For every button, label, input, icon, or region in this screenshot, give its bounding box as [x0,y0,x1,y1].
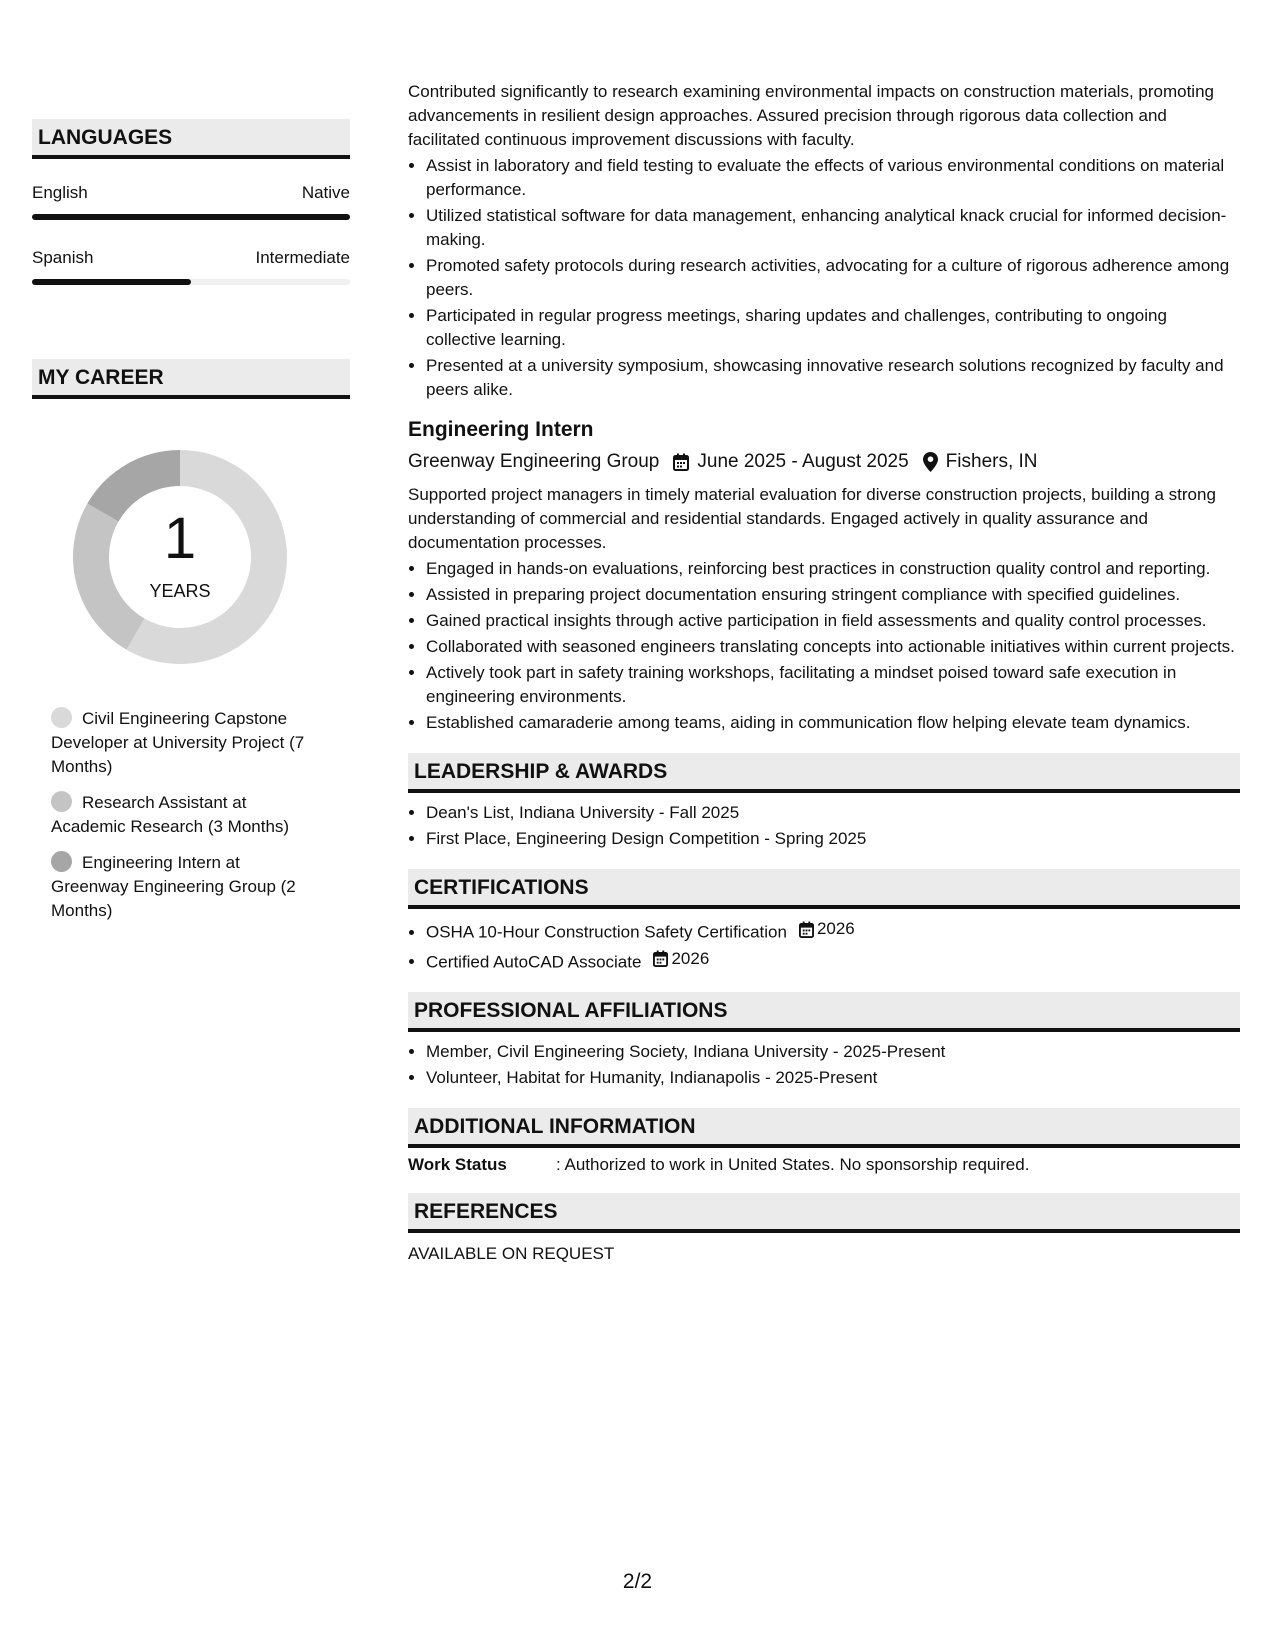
job-location: Fishers, IN [945,451,1038,472]
list-item [426,917,1240,945]
language-level-bar [32,214,350,220]
languages-list [32,183,350,285]
cert-name: OSHA 10-Hour Construction Safety Certification [426,922,787,942]
page-number: 2/2 [622,1570,653,1593]
calendar-icon [799,921,814,938]
legend-item [51,791,321,839]
career-donut-chart [64,441,296,673]
awards-heading: LEADERSHIP & AWARDS [408,753,1240,793]
certifications-heading: CERTIFICATIONS [408,869,1240,909]
right-column [408,80,1240,1264]
legend-text: Engineering Intern at Greenway Engineering Group (2 Months) [51,853,296,920]
calendar-icon [653,950,668,967]
cert-name: Certified AutoCAD Associate [426,952,642,971]
language-name: Spanish [32,248,94,267]
language-level-fill [32,214,350,220]
affiliations-heading: PROFESSIONAL AFFILIATIONS [408,992,1240,1032]
career-heading: MY CAREER [32,359,350,399]
language-level: Native [301,183,350,202]
references-heading: REFERENCES [408,1193,1240,1233]
list-item: • Utilized statistical software for data management, enhancing analytical knack crucial for informed decision-making. [426,204,1240,252]
cert-year: 2026 [816,919,855,938]
job-summary: Supported project managers in timely material evaluation for diverse construction projects, building a strong understanding of commercial and residential standards. Engaged actively in quality assurance and documentation processes. [408,485,1216,552]
legend-dot [51,851,72,872]
additional-section [408,1108,1240,1175]
list-item: • Established camaraderie among teams, aiding in communication flow helping elevate team dynamics. [426,711,1240,735]
list-item: • Volunteer, Habitat for Humanity, Indianapolis - 2025-Present [426,1066,1240,1090]
legend-text: Research Assistant at Academic Research (3 Months) [51,793,290,836]
legend-dot [51,707,72,728]
legend-text: Civil Engineering Capstone Developer at University Project (7 Months) [51,709,305,776]
job-meta [408,448,1240,476]
language-item [32,248,350,285]
research-bullets [408,154,1240,402]
list-item: • Assist in laboratory and field testing to evaluate the effects of various environmental conditions on material performance. [426,154,1240,202]
job-company: Greenway Engineering Group [408,451,660,472]
language-name: English [32,183,88,202]
affiliations-section [408,992,1240,1090]
legend-item [51,707,321,779]
work-status-label: Work Status [408,1155,507,1174]
language-level: Intermediate [255,248,350,267]
career-total-number: 1 [163,506,197,571]
certifications-section [408,869,1240,974]
list-item: • Assisted in preparing project documentation ensuring stringent compliance with specified guidelines. [426,583,1240,607]
references-text: AVAILABLE ON REQUEST [408,1244,615,1263]
calendar-icon [673,453,689,471]
left-column [32,119,350,935]
additional-heading: ADDITIONAL INFORMATION [408,1108,1240,1148]
language-level-fill [32,279,191,285]
list-item: • Actively took part in safety training workshops, facilitating a mindset poised toward safe execution in engineering environments. [426,661,1240,709]
references-section [408,1193,1240,1264]
language-item [32,183,350,220]
list-item: • Promoted safety protocols during research activities, advocating for a culture of rigorous adherence among peers. [426,254,1240,302]
location-pin-icon [923,452,938,472]
work-status-value: : Authorized to work in United States. No sponsorship required. [556,1155,1030,1174]
list-item: • Participated in regular progress meetings, sharing updates and challenges, contributing to ongoing collective learning. [426,304,1240,352]
list-item [426,947,1240,975]
career-total-unit: YEARS [149,581,211,601]
list-item: • Gained practical insights through active participation in field assessments and quality control processes. [426,609,1240,633]
job-title: Engineering Intern [408,418,594,441]
awards-section [408,753,1240,851]
cert-year: 2026 [671,948,710,968]
job-bullets [408,557,1240,735]
list-item: • Member, Civil Engineering Society, Indiana University - 2025-Present [426,1040,1240,1064]
list-item: • Presented at a university symposium, showcasing innovative research solutions recognized by faculty and peers alike. [426,354,1240,402]
legend-dot [51,791,72,812]
list-item: • Collaborated with seasoned engineers translating concepts into actionable initiatives within current projects. [426,635,1240,659]
legend-item [51,851,321,923]
career-legend [51,707,321,923]
list-item: • Engaged in hands-on evaluations, reinforcing best practices in construction quality control and reporting. [426,557,1240,581]
language-level-bar [32,279,350,285]
list-item: • First Place, Engineering Design Competition - Spring 2025 [426,827,1240,851]
research-summary: Contributed significantly to research examining environmental impacts on construction materials, promoting advancements in resilient design approaches. Assured precision through rigorous data collection and facilitated continuous improvement discussions with faculty. [408,82,1214,149]
languages-heading: LANGUAGES [32,119,350,159]
job-dates: June 2025 - August 2025 [697,451,909,472]
list-item: • Dean's List, Indiana University - Fall 2025 [426,801,1240,825]
